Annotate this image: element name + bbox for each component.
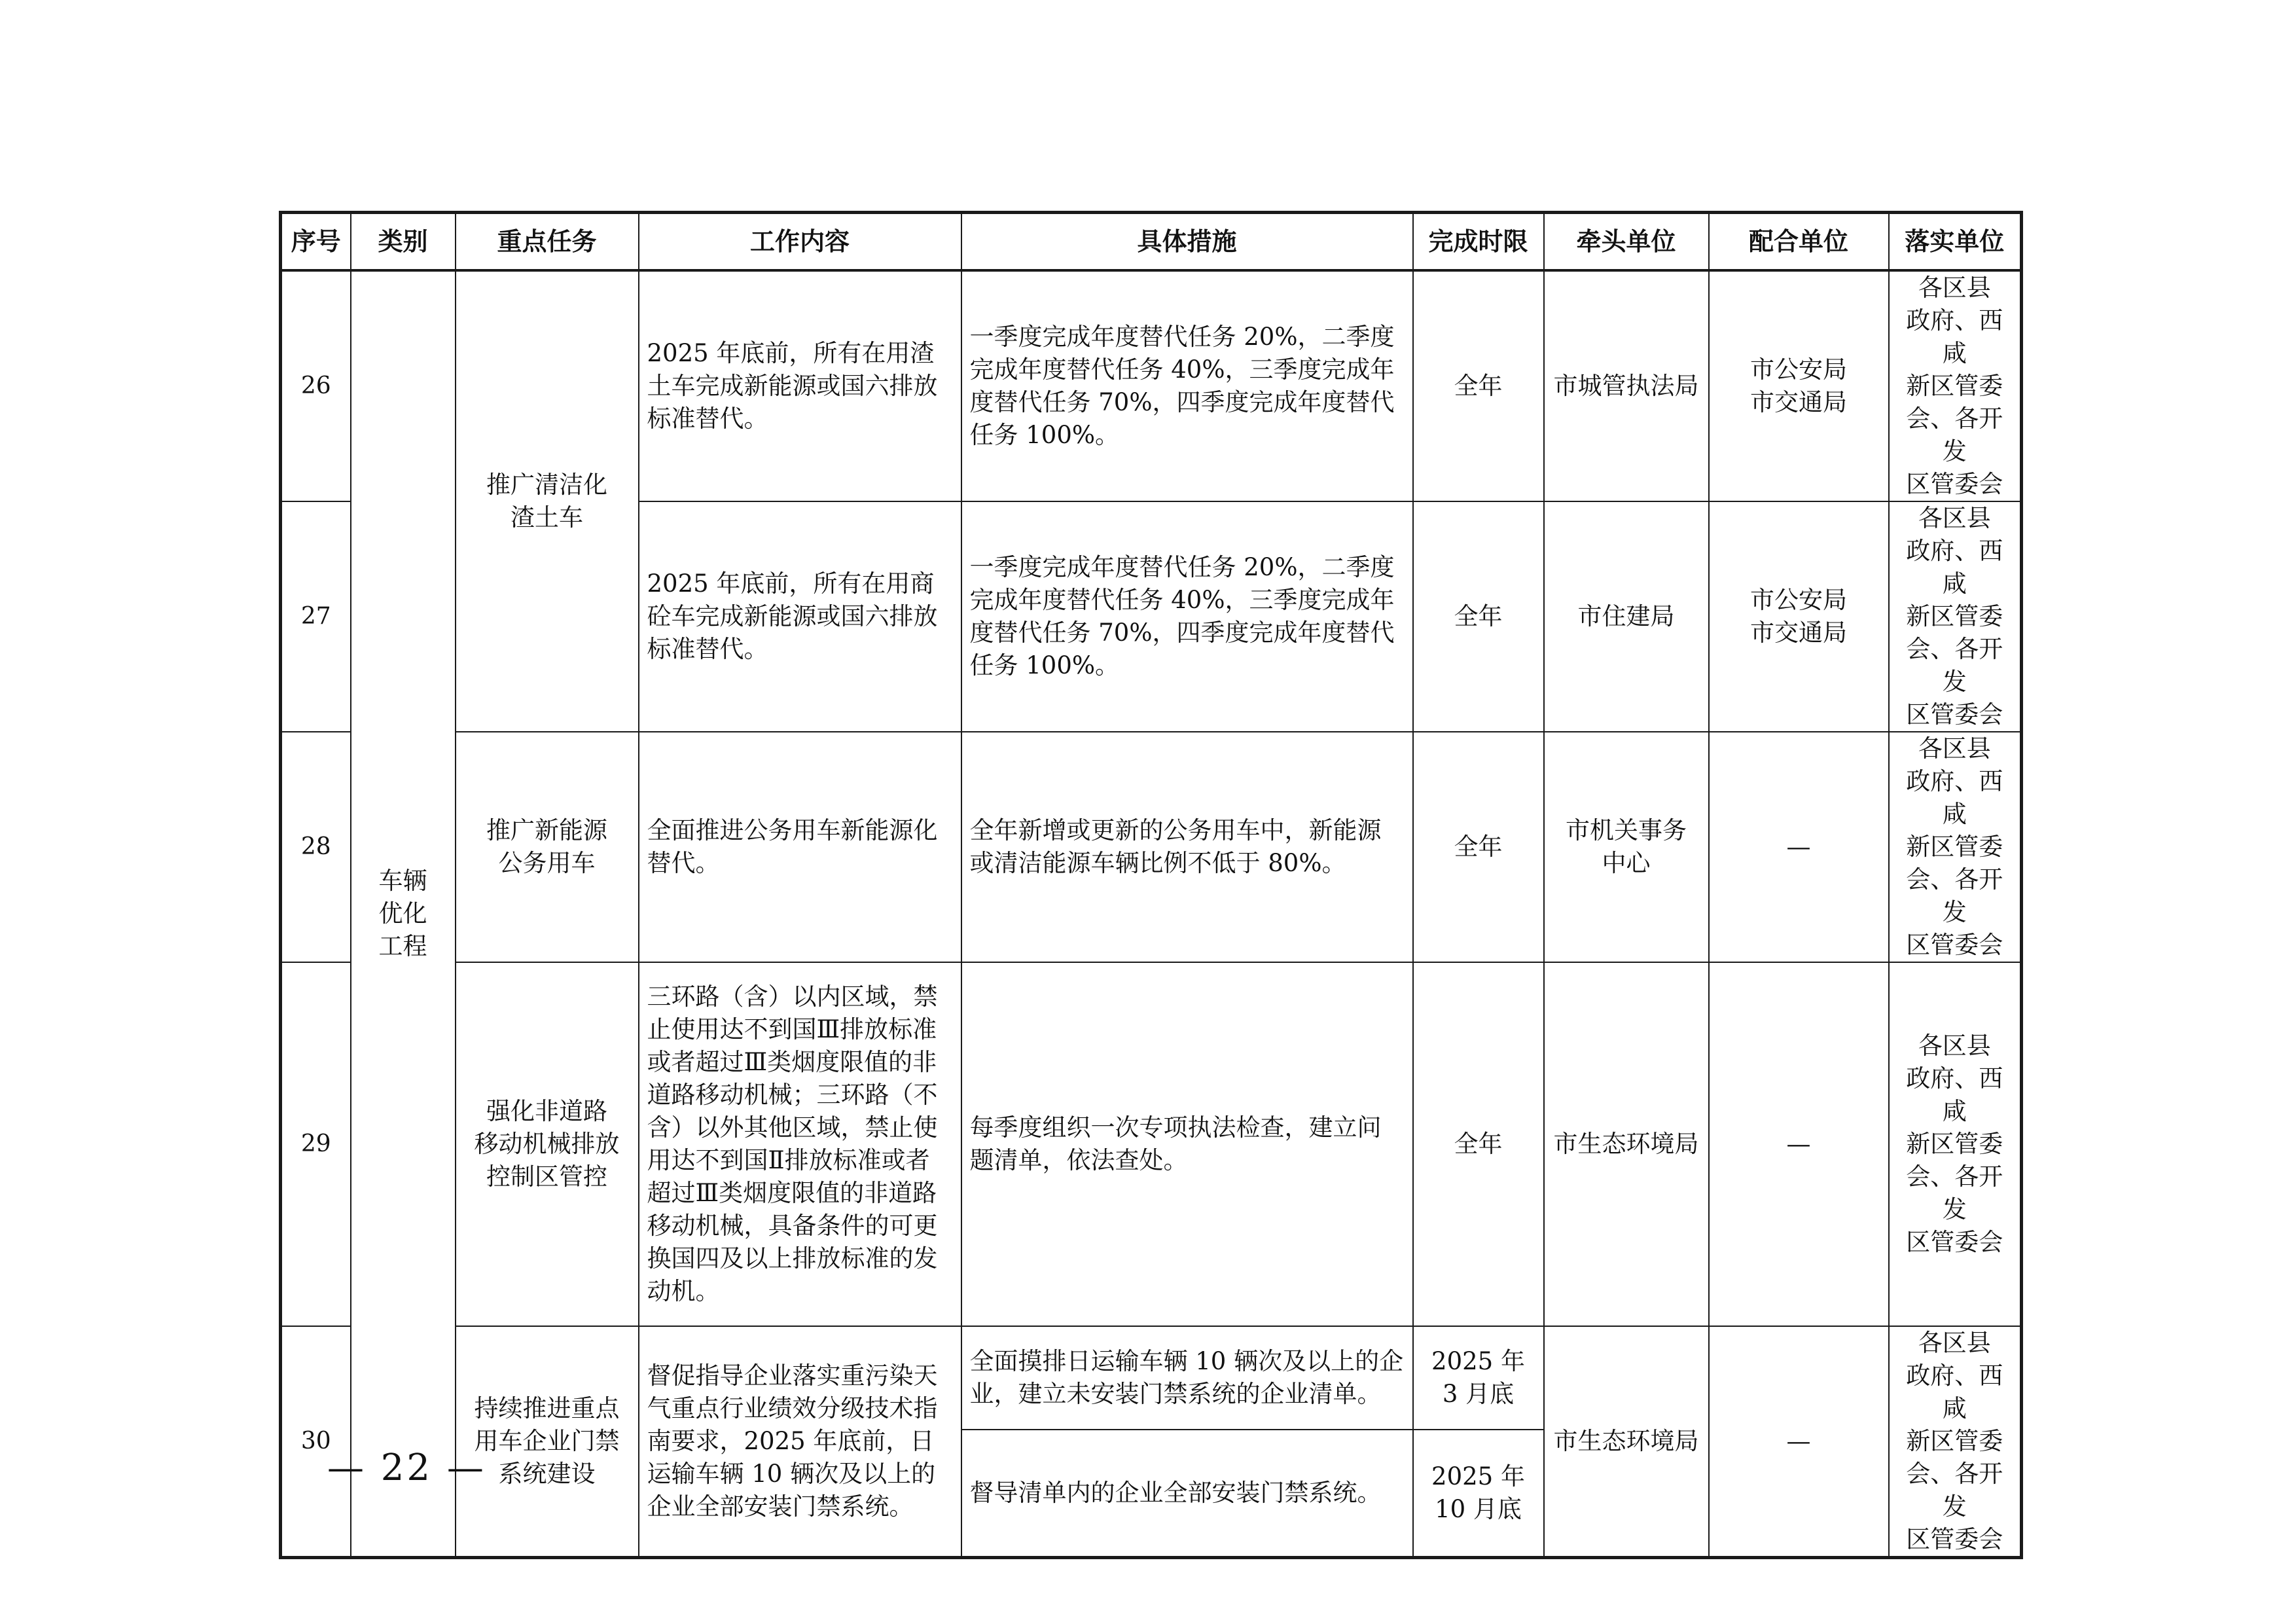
task-cell: 推广清洁化 渣土车 <box>456 270 639 732</box>
content-cell: 全面推进公务用车新能源化替代。 <box>639 732 961 962</box>
coop-unit-cell: 市公安局 市交通局 <box>1709 501 1889 732</box>
header-category: 类别 <box>351 213 456 270</box>
content-cell: 三环路（含）以内区域，禁止使用达不到国Ⅲ排放标准或者超过Ⅲ类烟度限值的非道路移动机械；三环路（不含）以外其他区域，禁止使用达不到国Ⅱ排放标准或者超过Ⅲ类烟度限值的非道路移动机械，具备条件的可更换国四及以上排放标准的发动机。 <box>639 962 961 1326</box>
row-number: 27 <box>281 501 351 732</box>
content-cell: 2025 年底前，所有在用渣土车完成新能源或国六排放标准替代。 <box>639 270 961 501</box>
impl-unit-cell: 各区县 政府、西咸 新区管委 会、各开发 区管委会 <box>1889 732 2022 962</box>
coop-unit-cell: — <box>1709 962 1889 1326</box>
measure-cell: 全年新增或更新的公务用车中，新能源或清洁能源车辆比例不低于 80%。 <box>961 732 1413 962</box>
task-cell: 强化非道路 移动机械排放 控制区管控 <box>456 962 639 1326</box>
table-row <box>281 732 2022 962</box>
table-row <box>281 1326 2022 1430</box>
header-lead-unit: 牵头单位 <box>1544 213 1709 270</box>
coop-unit-cell: — <box>1709 732 1889 962</box>
header-content: 工作内容 <box>639 213 961 270</box>
content-cell: 督促指导企业落实重污染天气重点行业绩效分级技术指南要求，2025 年底前，日运输车辆 10 辆次及以上的企业全部安装门禁系统。 <box>639 1326 961 1558</box>
lead-unit-cell: 市城管执法局 <box>1544 270 1709 501</box>
lead-unit-cell: 市机关事务 中心 <box>1544 732 1709 962</box>
deadline-cell: 全年 <box>1413 732 1544 962</box>
row-number: 26 <box>281 270 351 501</box>
measure-cell: 每季度组织一次专项执法检查，建立问题清单，依法查处。 <box>961 962 1413 1326</box>
table-row <box>281 270 2022 501</box>
impl-unit-cell: 各区县 政府、西咸 新区管委 会、各开发 区管委会 <box>1889 270 2022 501</box>
page-number: — 22 — <box>327 1447 486 1489</box>
row-number: 30 <box>281 1326 351 1558</box>
measure-cell: 全面摸排日运输车辆 10 辆次及以上的企业，建立未安装门禁系统的企业清单。 <box>961 1326 1413 1430</box>
row-number: 28 <box>281 732 351 962</box>
deadline-cell: 2025 年 3 月底 <box>1413 1326 1544 1430</box>
task-cell: 推广新能源 公务用车 <box>456 732 639 962</box>
impl-unit-cell: 各区县 政府、西咸 新区管委 会、各开发 区管委会 <box>1889 1326 2022 1558</box>
header-task: 重点任务 <box>456 213 639 270</box>
lead-unit-cell: 市生态环境局 <box>1544 962 1709 1326</box>
category-cell: 车辆 优化 工程 <box>351 270 456 1558</box>
header-coop-unit: 配合单位 <box>1709 213 1889 270</box>
content-cell: 2025 年底前，所有在用商砼车完成新能源或国六排放标准替代。 <box>639 501 961 732</box>
table-row <box>281 962 2022 1326</box>
header-measure: 具体措施 <box>961 213 1413 270</box>
measure-cell: 一季度完成年度替代任务 20%，二季度完成年度替代任务 40%，三季度完成年度替代任务 70%，四季度完成年度替代任务 100%。 <box>961 501 1413 732</box>
row-number: 29 <box>281 962 351 1326</box>
task-cell: 持续推进重点 用车企业门禁 系统建设 <box>456 1326 639 1558</box>
header-row <box>281 213 2022 270</box>
measure-cell: 一季度完成年度替代任务 20%，二季度完成年度替代任务 40%，三季度完成年度替代任务 70%，四季度完成年度替代任务 100%。 <box>961 270 1413 501</box>
deadline-cell: 全年 <box>1413 501 1544 732</box>
deadline-cell: 全年 <box>1413 962 1544 1326</box>
header-impl-unit: 落实单位 <box>1889 213 2022 270</box>
coop-unit-cell: 市公安局 市交通局 <box>1709 270 1889 501</box>
impl-unit-cell: 各区县 政府、西咸 新区管委 会、各开发 区管委会 <box>1889 501 2022 732</box>
measure-cell: 督导清单内的企业全部安装门禁系统。 <box>961 1430 1413 1557</box>
lead-unit-cell: 市生态环境局 <box>1544 1326 1709 1558</box>
impl-unit-cell: 各区县 政府、西咸 新区管委 会、各开发 区管委会 <box>1889 962 2022 1326</box>
task-table <box>279 211 2023 1559</box>
deadline-cell: 全年 <box>1413 270 1544 501</box>
lead-unit-cell: 市住建局 <box>1544 501 1709 732</box>
coop-unit-cell: — <box>1709 1326 1889 1558</box>
header-no: 序号 <box>281 213 351 270</box>
deadline-cell: 2025 年 10 月底 <box>1413 1430 1544 1557</box>
header-deadline: 完成时限 <box>1413 213 1544 270</box>
